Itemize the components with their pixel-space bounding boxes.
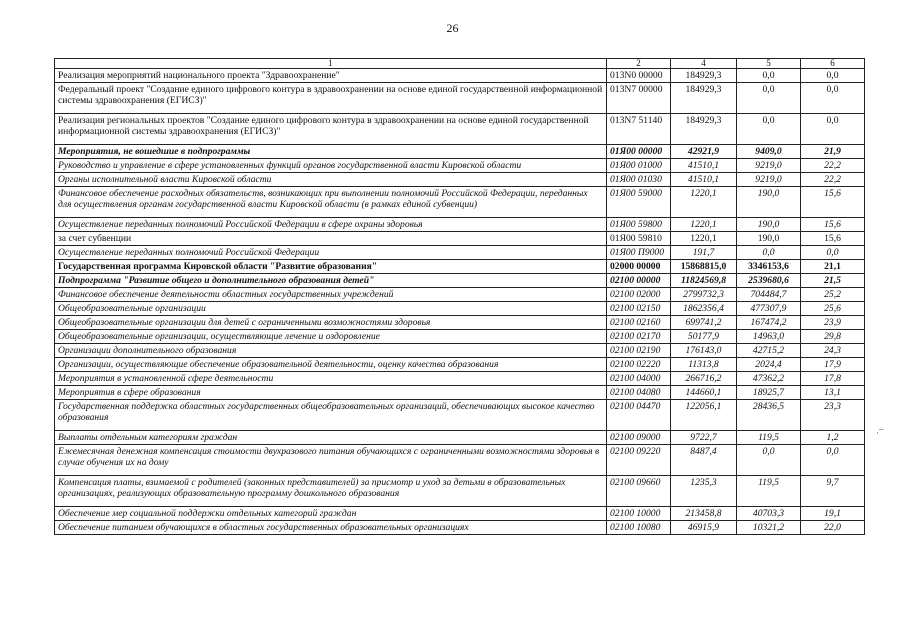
row-value-col5: 119,5	[737, 476, 801, 507]
row-value-col6: 19,1	[801, 507, 865, 521]
row-code-cell: 01Я00 59810	[607, 232, 671, 246]
row-value-col4: 11313,8	[671, 358, 737, 372]
table-header	[55, 59, 865, 69]
row-value-col5: 47362,2	[737, 372, 801, 386]
row-value-col4: 1862356,4	[671, 302, 737, 316]
row-name-cell: Финансовое обеспечение расходных обязательств, возникающих при выполнении полномочий Российской Федерации, переданных для осуществления органам государственной власти Кировской области (в рамках единой субвенции)	[55, 187, 607, 218]
row-name-cell: Осуществление переданных полномочий Российской Федерации в сфере охраны здоровья	[55, 218, 607, 232]
header-col-6: 6	[801, 59, 865, 69]
row-value-col6: 22,2	[801, 159, 865, 173]
row-code-cell: 02100 09000	[607, 431, 671, 445]
row-value-col6: 17,8	[801, 372, 865, 386]
row-value-col4: 213458,8	[671, 507, 737, 521]
table-row	[55, 159, 865, 173]
table-row	[55, 145, 865, 159]
row-value-col5: 167474,2	[737, 316, 801, 330]
table-row	[55, 344, 865, 358]
row-code-cell: 02100 04470	[607, 400, 671, 431]
row-name-cell: Руководство и управление в сфере установленных функций органов государственной власти Кировской области	[55, 159, 607, 173]
header-col-5: 5	[737, 59, 801, 69]
row-value-col4: 176143,0	[671, 344, 737, 358]
page-number: 26	[446, 21, 459, 35]
table-row	[55, 521, 865, 535]
row-value-col5: 704484,7	[737, 288, 801, 302]
row-value-col6: 15,6	[801, 187, 865, 218]
row-name-cell: за счет субвенции	[55, 232, 607, 246]
row-value-col5: 14963,0	[737, 330, 801, 344]
row-value-col4: 42921,9	[671, 145, 737, 159]
row-value-col6: 0,0	[801, 246, 865, 260]
table-body	[55, 69, 865, 535]
row-name-cell: Обеспечение мер социальной поддержки отдельных категорий граждан	[55, 507, 607, 521]
table-row	[55, 173, 865, 187]
row-name-cell: Организации, осуществляющие обеспечение образовательной деятельности, оценку качества образования	[55, 358, 607, 372]
row-value-col4: 122056,1	[671, 400, 737, 431]
row-value-col6: 0,0	[801, 114, 865, 145]
row-name-cell: Общеобразовательные организации, осуществляющие лечение и оздоровление	[55, 330, 607, 344]
row-value-col6: 1,2	[801, 431, 865, 445]
row-value-col4: 191,7	[671, 246, 737, 260]
row-value-col4: 46915,9	[671, 521, 737, 535]
row-code-cell: 02100 02170	[607, 330, 671, 344]
row-value-col4: 184929,3	[671, 69, 737, 83]
table-row	[55, 400, 865, 431]
row-code-cell: 02100 09660	[607, 476, 671, 507]
table-row	[55, 316, 865, 330]
row-name-cell: Федеральный проект "Создание единого цифрового контура в здравоохранении на основе единой государственной информационной системы здравоохранения (ЕГИСЗ)"	[55, 83, 607, 114]
table-row	[55, 218, 865, 232]
table-row	[55, 288, 865, 302]
row-value-col4: 184929,3	[671, 83, 737, 114]
row-value-col4: 1220,1	[671, 187, 737, 218]
row-value-col5: 10321,2	[737, 521, 801, 535]
row-name-cell: Мероприятия, не вошедшие в подпрограммы	[55, 145, 607, 159]
row-name-cell: Ежемесячная денежная компенсация стоимости двухразового питания обучающихся с ограниченными возможностями здоровья в случае обучения их на дому	[55, 445, 607, 476]
row-value-col6: 13,1	[801, 386, 865, 400]
row-value-col4: 699741,2	[671, 316, 737, 330]
row-name-cell: Общеобразовательные организации	[55, 302, 607, 316]
row-value-col6: 25,2	[801, 288, 865, 302]
row-value-col6: 24,3	[801, 344, 865, 358]
row-name-cell: Осуществление переданных полномочий Российской Федерации	[55, 246, 607, 260]
row-name-cell: Органы исполнительной власти Кировской области	[55, 173, 607, 187]
row-name-cell: Подпрограмма "Развитие общего и дополнительного образования детей"	[55, 274, 607, 288]
row-code-cell: 02100 02000	[607, 288, 671, 302]
row-value-col4: 8487,4	[671, 445, 737, 476]
row-code-cell: 02000 00000	[607, 260, 671, 274]
row-value-col5: 2024,4	[737, 358, 801, 372]
table-row	[55, 260, 865, 274]
row-code-cell: 02100 09220	[607, 445, 671, 476]
row-code-cell: 01Я00 59000	[607, 187, 671, 218]
row-value-col5: 0,0	[737, 83, 801, 114]
row-code-cell: 02100 10080	[607, 521, 671, 535]
row-value-col5: 3346153,6	[737, 260, 801, 274]
table-row	[55, 372, 865, 386]
row-code-cell: 013N7 51140	[607, 114, 671, 145]
row-value-col5: 18925,7	[737, 386, 801, 400]
row-name-cell: Государственная программа Кировской области "Развитие образования"	[55, 260, 607, 274]
row-value-col6: 0,0	[801, 445, 865, 476]
table-row	[55, 246, 865, 260]
row-code-cell: 02100 02220	[607, 358, 671, 372]
row-value-col6: 15,6	[801, 218, 865, 232]
table-row	[55, 69, 865, 83]
row-value-col6: 21,1	[801, 260, 865, 274]
row-name-cell: Мероприятия в установленной сфере деятельности	[55, 372, 607, 386]
row-value-col6: 21,5	[801, 274, 865, 288]
header-col-name: 1	[55, 59, 607, 69]
row-code-cell: 01Я00 59800	[607, 218, 671, 232]
table-row	[55, 232, 865, 246]
row-name-cell: Финансовое обеспечение деятельности областных государственных учреждений	[55, 288, 607, 302]
budget-table	[54, 58, 865, 535]
table-row	[55, 445, 865, 476]
row-value-col5: 42715,2	[737, 344, 801, 358]
row-value-col4: 50177,9	[671, 330, 737, 344]
row-code-cell: 01Я00 01000	[607, 159, 671, 173]
row-code-cell: 01Я00 П9000	[607, 246, 671, 260]
row-value-col4: 41510,1	[671, 173, 737, 187]
row-value-col4: 15868815,0	[671, 260, 737, 274]
row-name-cell: Организации дополнительного образования	[55, 344, 607, 358]
table-row	[55, 507, 865, 521]
table-row	[55, 386, 865, 400]
row-value-col5: 2539680,6	[737, 274, 801, 288]
table-row	[55, 330, 865, 344]
row-name-cell: Выплаты отдельным категориям граждан	[55, 431, 607, 445]
row-value-col5: 0,0	[737, 445, 801, 476]
table-row	[55, 476, 865, 507]
row-code-cell: 01Я00 00000	[607, 145, 671, 159]
row-name-cell: Общеобразовательные организации для детей с ограниченными возможностями здоровья	[55, 316, 607, 330]
row-code-cell: 02100 04080	[607, 386, 671, 400]
row-value-col5: 119,5	[737, 431, 801, 445]
row-name-cell: Обеспечение питанием обучающихся в областных государственных образовательных организациях	[55, 521, 607, 535]
row-value-col5: 9219,0	[737, 159, 801, 173]
row-value-col6: 22,2	[801, 173, 865, 187]
row-name-cell: Компенсация платы, взимаемой с родителей (законных представителей) за присмотр и уход за детьми в образовательных организациях, реализующих образовательную программу дошкольного образования	[55, 476, 607, 507]
table-row	[55, 114, 865, 145]
row-value-col5: 28436,5	[737, 400, 801, 431]
header-col-code: 2	[607, 59, 671, 69]
row-code-cell: 02100 02160	[607, 316, 671, 330]
row-code-cell: 013N0 00000	[607, 69, 671, 83]
row-value-col5: 9409,0	[737, 145, 801, 159]
row-value-col4: 266716,2	[671, 372, 737, 386]
row-value-col4: 2799732,3	[671, 288, 737, 302]
row-value-col6: 17,9	[801, 358, 865, 372]
row-value-col5: 190,0	[737, 232, 801, 246]
table-row	[55, 187, 865, 218]
row-value-col6: 0,0	[801, 83, 865, 114]
row-code-cell: 02100 10000	[607, 507, 671, 521]
row-value-col6: 25,6	[801, 302, 865, 316]
row-value-col6: 23,3	[801, 400, 865, 431]
row-value-col5: 0,0	[737, 69, 801, 83]
row-value-col5: 477307,9	[737, 302, 801, 316]
row-value-col5: 40703,3	[737, 507, 801, 521]
row-code-cell: 013N7 00000	[607, 83, 671, 114]
header-col-4: 4	[671, 59, 737, 69]
row-name-cell: Реализация мероприятий национального проекта "Здравоохранение"	[55, 69, 607, 83]
row-name-cell: Реализация региональных проектов "Создание единого цифрового контура в здравоохранении на основе единой государственной информационной системы здравоохранения (ЕГИСЗ)"	[55, 114, 607, 145]
row-value-col6: 23,9	[801, 316, 865, 330]
row-value-col4: 41510,1	[671, 159, 737, 173]
row-value-col4: 1235,3	[671, 476, 737, 507]
row-code-cell: 01Я00 01030	[607, 173, 671, 187]
table-row	[55, 358, 865, 372]
row-value-col4: 9722,7	[671, 431, 737, 445]
row-value-col5: 190,0	[737, 187, 801, 218]
row-code-cell: 02100 02150	[607, 302, 671, 316]
row-code-cell: 02100 02190	[607, 344, 671, 358]
row-value-col6: 22,0	[801, 521, 865, 535]
row-value-col5: 0,0	[737, 246, 801, 260]
row-value-col6: 15,6	[801, 232, 865, 246]
row-value-col4: 184929,3	[671, 114, 737, 145]
row-name-cell: Мероприятия в сфере образования	[55, 386, 607, 400]
row-value-col4: 144660,1	[671, 386, 737, 400]
table-row	[55, 431, 865, 445]
row-value-col6: 9,7	[801, 476, 865, 507]
row-value-col6: 0,0	[801, 69, 865, 83]
row-value-col5: 190,0	[737, 218, 801, 232]
row-code-cell: 02100 04000	[607, 372, 671, 386]
row-value-col6: 29,8	[801, 330, 865, 344]
table-row	[55, 83, 865, 114]
row-value-col5: 9219,0	[737, 173, 801, 187]
table-row	[55, 302, 865, 316]
table-row	[55, 274, 865, 288]
row-value-col4: 11824569,8	[671, 274, 737, 288]
row-value-col4: 1220,1	[671, 218, 737, 232]
header-row	[55, 59, 865, 69]
row-value-col4: 1220,1	[671, 232, 737, 246]
row-value-col6: 21,9	[801, 145, 865, 159]
row-name-cell: Государственная поддержка областных государственных общеобразовательных организаций, обеспечивающих высокое качество образования	[55, 400, 607, 431]
row-value-col5: 0,0	[737, 114, 801, 145]
scan-artifact-mark: ·¯	[876, 428, 884, 438]
row-code-cell: 02100 00000	[607, 274, 671, 288]
